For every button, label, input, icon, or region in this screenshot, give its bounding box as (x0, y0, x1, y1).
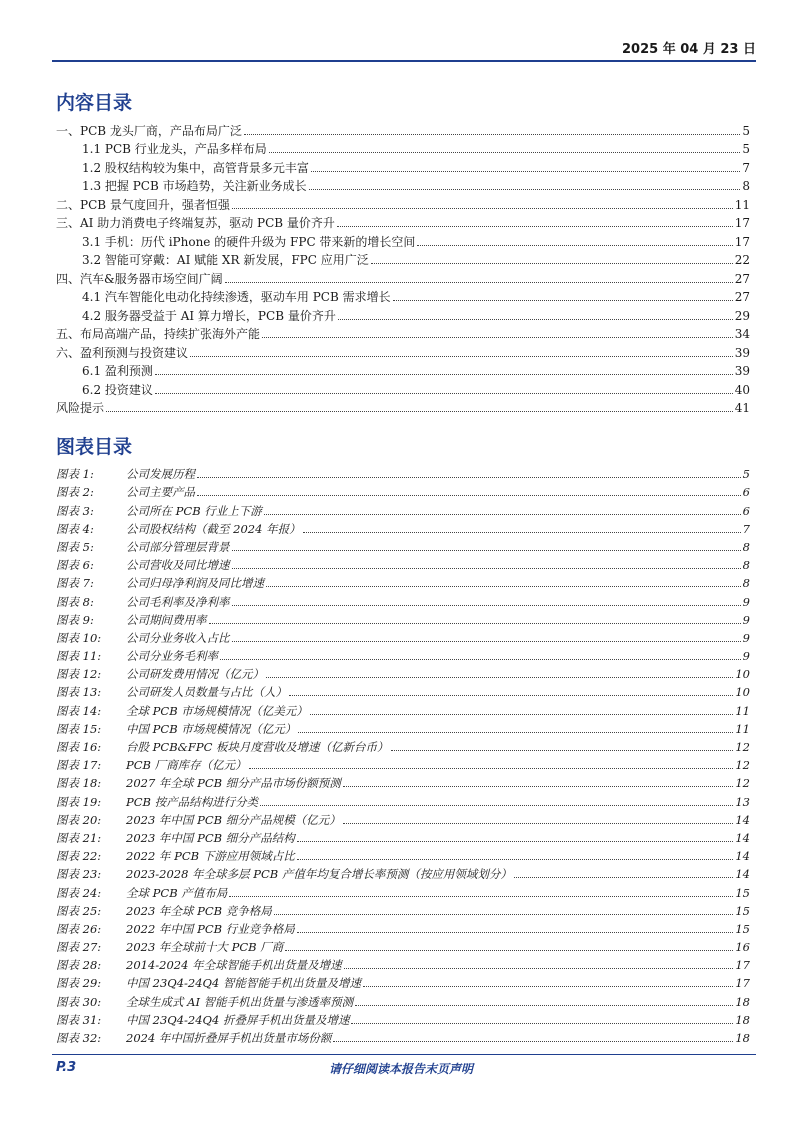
figure-entry-page: 18 (735, 1031, 750, 1045)
figure-entry-text: 中国 PCB 市场规模情况（亿元） (126, 721, 297, 736)
figure-entry-label: 图表 11: (56, 649, 102, 664)
figure-entry[interactable] (56, 955, 750, 973)
figure-entry-page: 11 (735, 721, 750, 736)
toc-entry[interactable] (56, 194, 750, 213)
toc-entry-page: 11 (734, 197, 750, 212)
figure-entry-label: 图表 17: (56, 758, 102, 773)
toc-entry-text: 6.1 盈利预测 (82, 364, 153, 378)
figure-entry-page: 17 (735, 976, 750, 991)
footer-divider (52, 1054, 756, 1055)
dot-leader (262, 337, 733, 338)
figure-entry[interactable] (56, 464, 750, 482)
toc-entry[interactable] (56, 176, 750, 195)
figure-entry[interactable] (56, 591, 750, 609)
figure-entry-title (56, 903, 272, 919)
figure-entry-text: 2023 年全球前十大 PCB 厂商 (126, 940, 284, 955)
toc-entry[interactable] (56, 361, 750, 380)
dot-leader (289, 695, 733, 696)
figure-entry-label: 图表 22: (56, 849, 102, 864)
figure-entry-label: 图表 9: (56, 612, 94, 627)
figures-title: 图表目录 (56, 436, 133, 458)
toc-entry[interactable] (56, 139, 750, 158)
figure-entry-label: 图表 2: (56, 485, 94, 500)
toc-entry-page: 27 (734, 271, 750, 286)
figure-entry-title (56, 1030, 331, 1046)
figure-entry-page: 9 (742, 649, 750, 664)
dot-leader (285, 950, 733, 951)
toc-entry-page: 7 (742, 160, 750, 175)
figures-list (56, 464, 750, 1046)
figure-entry-page: 6 (742, 503, 750, 518)
dot-leader (155, 374, 733, 375)
dot-leader (363, 986, 733, 987)
figure-entry[interactable] (56, 646, 750, 664)
contents-list (56, 120, 750, 416)
dot-leader (197, 477, 741, 478)
figure-entry[interactable] (56, 555, 750, 573)
figure-entry-page: 8 (742, 576, 750, 591)
figure-entry[interactable] (56, 537, 750, 555)
toc-entry[interactable] (56, 398, 750, 417)
figure-entry-text: 2024 年中国折叠屏手机出货量市场份额 (126, 1031, 332, 1045)
dot-leader (266, 586, 741, 587)
dot-leader (155, 393, 733, 394)
figure-entry-label: 图表 27: (56, 940, 102, 955)
figure-entry-title (56, 921, 295, 937)
toc-entry-text: 1.2 股权结构较为集中，高管背景多元丰富 (82, 160, 309, 175)
dot-leader (297, 932, 734, 933)
dot-leader (209, 623, 741, 624)
figure-entry-title (56, 521, 301, 537)
figure-entry-text: 公司归母净利润及同比增速 (126, 576, 264, 591)
figure-entry-label: 图表 7: (56, 576, 94, 591)
toc-entry-text: 五、布局高端产品，持续扩张海外产能 (56, 327, 261, 341)
figure-entry-title (56, 866, 512, 882)
figure-entry-text: 中国 23Q4-24Q4 折叠屏手机出货量及增速 (126, 1012, 350, 1027)
figure-entry-title (56, 648, 218, 664)
toc-entry-page: 34 (734, 327, 750, 341)
toc-entry-text: 3.2 智能可穿戴：AI 赋能 XR 新发展，FPC 应用广泛 (82, 253, 369, 267)
figure-entry[interactable] (56, 991, 750, 1009)
figure-entry[interactable] (56, 1010, 750, 1028)
figure-entry-text: 全球 PCB 市场规模情况（亿美元） (126, 703, 308, 718)
toc-entry-page: 41 (734, 401, 750, 415)
figure-entry[interactable] (56, 973, 750, 991)
figure-entry-page: 8 (742, 539, 750, 554)
figure-entry[interactable] (56, 755, 750, 773)
toc-entry-text: 三、AI 助力消费电子终端复苏，驱动 PCB 量价齐升 (56, 216, 335, 230)
dot-leader (232, 208, 733, 209)
dot-leader (311, 171, 740, 172)
figure-entry[interactable] (56, 773, 750, 791)
dot-leader (260, 805, 733, 806)
figure-entry[interactable] (56, 500, 750, 518)
toc-entry-text: 3.1 手机：历代 iPhone 的硬件升级为 FPC 带来新的增长空间 (82, 234, 416, 249)
figure-entry-title (56, 703, 308, 719)
figure-entry-text: PCB 厂商库存（亿元） (126, 758, 247, 773)
dot-leader (220, 659, 741, 660)
dot-leader (309, 189, 741, 190)
figure-entry-title (56, 939, 283, 955)
dot-leader (297, 859, 734, 860)
toc-entry[interactable] (56, 324, 750, 343)
figure-entry[interactable] (56, 791, 750, 809)
figure-entry-label: 图表 19: (56, 794, 102, 809)
toc-entry-page: 5 (742, 142, 750, 156)
figure-entry[interactable] (56, 682, 750, 700)
toc-entry-text: 1.3 把握 PCB 市场趋势，关注新业务成长 (82, 179, 307, 193)
dot-leader (351, 1023, 733, 1024)
figure-entry-page: 8 (742, 558, 750, 573)
figure-entry-page: 18 (735, 994, 750, 1009)
figure-entry-page: 15 (735, 885, 750, 900)
dot-leader (343, 786, 734, 787)
figure-entry-title (56, 503, 262, 519)
toc-entry-page: 27 (734, 290, 750, 304)
toc-entry[interactable] (56, 231, 750, 250)
figure-entry-title (56, 885, 227, 901)
figure-entry-text: 公司部分管理层背景 (126, 539, 230, 554)
figure-entry-page: 12 (735, 758, 750, 773)
toc-entry[interactable] (56, 120, 750, 139)
figure-entry-page: 14 (735, 867, 750, 882)
dot-leader (337, 226, 733, 227)
toc-entry-text: 4.2 服务器受益于 AI 算力增长，PCB 量价齐升 (82, 308, 336, 323)
figure-entry-label: 图表 30: (56, 994, 102, 1009)
figure-entry-page: 12 (735, 740, 750, 754)
figure-entry[interactable] (56, 482, 750, 500)
figure-entry-label: 图表 4: (56, 521, 94, 536)
figure-entry-title (56, 612, 207, 628)
figure-entry-page: 9 (742, 630, 750, 645)
figure-entry-text: 2023 年中国 PCB 细分产品结构 (126, 830, 295, 845)
dot-leader (249, 768, 734, 769)
toc-entry[interactable] (56, 342, 750, 361)
toc-entry-page: 5 (742, 123, 750, 138)
figure-entry-text: 公司研发费用情况（亿元） (126, 667, 264, 682)
header-divider (52, 60, 756, 62)
figure-entry-label: 图表 20: (56, 812, 102, 827)
dot-leader (343, 823, 734, 824)
figure-entry-label: 图表 18: (56, 776, 102, 791)
toc-entry[interactable] (56, 287, 750, 306)
dot-leader (229, 896, 733, 897)
figure-entry[interactable] (56, 628, 750, 646)
figure-entry-label: 图表 13: (56, 685, 102, 700)
figure-entry-label: 图表 23: (56, 867, 102, 882)
toc-entry-page: 17 (734, 216, 750, 230)
dot-leader (244, 134, 740, 135)
figure-entry-text: 全球 PCB 产值布局 (126, 885, 228, 900)
figure-entry-label: 图表 29: (56, 976, 102, 991)
toc-entry-page: 29 (734, 308, 750, 323)
toc-entry[interactable] (56, 213, 750, 232)
toc-entry[interactable] (56, 379, 750, 398)
figure-entry-page: 5 (742, 467, 750, 482)
figure-entry-label: 图表 3: (56, 503, 94, 518)
dot-leader (197, 495, 741, 496)
figure-entry-title (56, 794, 258, 810)
figure-entry-title (56, 484, 195, 500)
figure-entry-label: 图表 26: (56, 921, 102, 936)
figure-entry-title (56, 1012, 349, 1028)
figure-entry-title (56, 466, 195, 482)
figure-entry-title (56, 575, 264, 591)
figure-entry-label: 图表 1: (56, 467, 94, 482)
figure-entry-text: 2023 年全球 PCB 竞争格局 (126, 903, 272, 918)
dot-leader (225, 282, 733, 283)
figure-entry-title (56, 630, 230, 646)
dot-leader (264, 514, 741, 515)
toc-entry-text: 二、PCB 景气度回升，强者恒强 (56, 197, 230, 212)
figure-entry-label: 图表 16: (56, 740, 102, 754)
figure-entry-text: 中国 23Q4-24Q4 智能智能手机出货量及增速 (126, 976, 361, 991)
figure-entry[interactable] (56, 810, 750, 828)
figure-entry-text: 2023 年中国 PCB 细分产品规模（亿元） (126, 812, 341, 827)
figure-entry[interactable] (56, 1028, 750, 1046)
figure-entry-label: 图表 32: (56, 1031, 102, 1045)
figure-entry-text: 公司分业务毛利率 (126, 649, 218, 664)
toc-entry[interactable] (56, 268, 750, 287)
dot-leader (333, 1041, 733, 1042)
figure-entry-title (56, 848, 295, 864)
figure-entry[interactable] (56, 573, 750, 591)
dot-leader (190, 356, 733, 357)
figure-entry[interactable] (56, 519, 750, 537)
dot-leader (338, 319, 733, 320)
figure-entry-title (56, 975, 361, 991)
figure-entry-text: 公司股权结构（截至 2024 年报） (126, 521, 301, 536)
figure-entry-title (56, 757, 247, 773)
report-date: 2025 年 04 月 23 日 (622, 42, 756, 57)
figure-entry[interactable] (56, 719, 750, 737)
toc-entry-text: 四、汽车&服务器市场空间广阔 (56, 271, 223, 286)
figure-entry-text: 全球生成式 AI 智能手机出货量与渗透率预测 (126, 994, 354, 1009)
figure-entry-page: 15 (735, 903, 750, 918)
figure-entry-page: 9 (742, 594, 750, 609)
dot-leader (106, 411, 733, 412)
dot-leader (232, 641, 741, 642)
figure-entry-title (56, 557, 230, 573)
figure-entry-title (56, 994, 353, 1010)
figure-entry-label: 图表 6: (56, 558, 94, 573)
figure-entry[interactable] (56, 610, 750, 628)
figure-entry-title (56, 594, 230, 610)
dot-leader (417, 245, 732, 246)
figure-entry-text: 公司营收及同比增速 (126, 558, 230, 573)
figure-entry[interactable] (56, 700, 750, 718)
figure-entry-title (56, 775, 341, 791)
figure-entry-text: 公司所在 PCB 行业上下游 (126, 503, 262, 518)
figure-entry[interactable] (56, 846, 750, 864)
figure-entry-page: 10 (735, 667, 750, 682)
dot-leader (232, 550, 741, 551)
figure-entry-title (56, 721, 296, 737)
figure-entry-page: 7 (742, 521, 750, 536)
dot-leader (355, 1005, 733, 1006)
figure-entry[interactable] (56, 864, 750, 882)
dot-leader (393, 300, 733, 301)
figure-entry-text: 公司主要产品 (126, 485, 195, 500)
dot-leader (266, 677, 733, 678)
figure-entry-title (56, 539, 230, 555)
figure-entry-text: 2023-2028 年全球多层 PCB 产值年均复合增长率预测（按应用领域划分） (126, 867, 512, 882)
figure-entry-page: 15 (735, 921, 750, 936)
figure-entry-title (56, 812, 341, 828)
dot-leader (274, 914, 734, 915)
toc-entry-page: 39 (734, 364, 750, 378)
figure-entry-text: 台股 PCB&FPC 板块月度营收及增速（亿新台币） (126, 740, 389, 754)
figure-entry-text: 公司期间费用率 (126, 612, 207, 627)
figure-entry-text: 公司研发人员数量与占比（人） (126, 685, 287, 700)
toc-entry[interactable] (56, 305, 750, 324)
figure-entry-text: 公司分业务收入占比 (126, 630, 230, 645)
figure-entry-page: 18 (735, 1012, 750, 1027)
toc-entry-page: 39 (734, 345, 750, 360)
figure-entry-title (56, 666, 264, 682)
figure-entry-text: 2022 年中国 PCB 行业竞争格局 (126, 921, 295, 936)
toc-entry-page: 22 (734, 253, 750, 267)
figure-entry-label: 图表 21: (56, 830, 102, 845)
figure-entry-page: 17 (735, 958, 750, 973)
toc-entry-page: 17 (734, 234, 750, 249)
figure-entry[interactable] (56, 664, 750, 682)
dot-leader (269, 152, 741, 153)
figure-entry-page: 16 (735, 940, 750, 955)
toc-entry-page: 40 (734, 382, 750, 397)
dot-leader (514, 877, 733, 878)
figure-entry[interactable] (56, 919, 750, 937)
figure-entry-page: 14 (735, 830, 750, 845)
figure-entry-text: PCB 按产品结构进行分类 (126, 794, 259, 809)
figure-entry-label: 图表 8: (56, 594, 94, 609)
page-number: P.3 (56, 1060, 77, 1075)
figure-entry-title (56, 957, 342, 973)
toc-entry-text: 一、PCB 龙头厂商，产品布局广泛 (56, 123, 242, 138)
toc-entry-text: 六、盈利预测与投资建议 (56, 345, 189, 360)
figure-entry-text: 2027 年全球 PCB 细分产品市场份额预测 (126, 776, 341, 791)
figure-entry-page: 14 (735, 812, 750, 827)
figure-entry-label: 图表 5: (56, 539, 94, 554)
figure-entry-page: 10 (735, 685, 750, 700)
figure-entry-text: 2014-2024 年全球智能手机出货量及增速 (126, 958, 342, 973)
figure-entry-label: 图表 10: (56, 630, 102, 645)
dot-leader (303, 532, 741, 533)
dot-leader (298, 732, 733, 733)
toc-entry-text: 4.1 汽车智能化电动化持续渗透，驱动车用 PCB 需求增长 (82, 290, 391, 304)
figure-entry-text: 公司发展历程 (126, 467, 195, 482)
figure-entry-text: 2022 年 PCB 下游应用领域占比 (126, 849, 295, 864)
dot-leader (371, 263, 733, 264)
figure-entry-label: 图表 31: (56, 1012, 102, 1027)
figure-entry-title (56, 830, 295, 846)
dot-leader (344, 968, 734, 969)
figure-entry-label: 图表 25: (56, 903, 102, 918)
toc-entry-text: 风险提示 (56, 401, 105, 415)
figure-entry-page: 6 (742, 485, 750, 500)
contents-title: 内容目录 (56, 92, 133, 114)
figure-entry-label: 图表 24: (56, 885, 102, 900)
dot-leader (297, 841, 734, 842)
figure-entry[interactable] (56, 828, 750, 846)
figure-entry-label: 图表 12: (56, 667, 102, 682)
figure-entry-page: 13 (735, 794, 750, 809)
toc-entry-page: 8 (742, 179, 750, 193)
dot-leader (232, 568, 741, 569)
figure-entry-page: 9 (742, 612, 750, 627)
dot-leader (310, 714, 734, 715)
figure-entry-title (56, 739, 389, 755)
figure-entry-label: 图表 15: (56, 721, 102, 736)
figure-entry-title (56, 684, 287, 700)
toc-entry[interactable] (56, 250, 750, 269)
toc-entry-text: 6.2 投资建议 (82, 382, 153, 397)
figure-entry-label: 图表 28: (56, 958, 102, 973)
footer-disclaimer: 请仔细阅读本报告末页声明 (328, 1062, 473, 1076)
figure-entry-page: 12 (735, 776, 750, 791)
dot-leader (391, 750, 734, 751)
figure-entry[interactable] (56, 737, 750, 755)
toc-entry[interactable] (56, 157, 750, 176)
figure-entry-page: 14 (735, 849, 750, 864)
figure-entry[interactable] (56, 937, 750, 955)
figure-entry-page: 11 (735, 703, 750, 718)
figure-entry-text: 公司毛利率及净利率 (126, 594, 230, 609)
figure-entry[interactable] (56, 901, 750, 919)
figure-entry[interactable] (56, 882, 750, 900)
dot-leader (232, 605, 741, 606)
figure-entry-label: 图表 14: (56, 703, 102, 718)
toc-entry-text: 1.1 PCB 行业龙头，产品多样布局 (82, 142, 267, 156)
